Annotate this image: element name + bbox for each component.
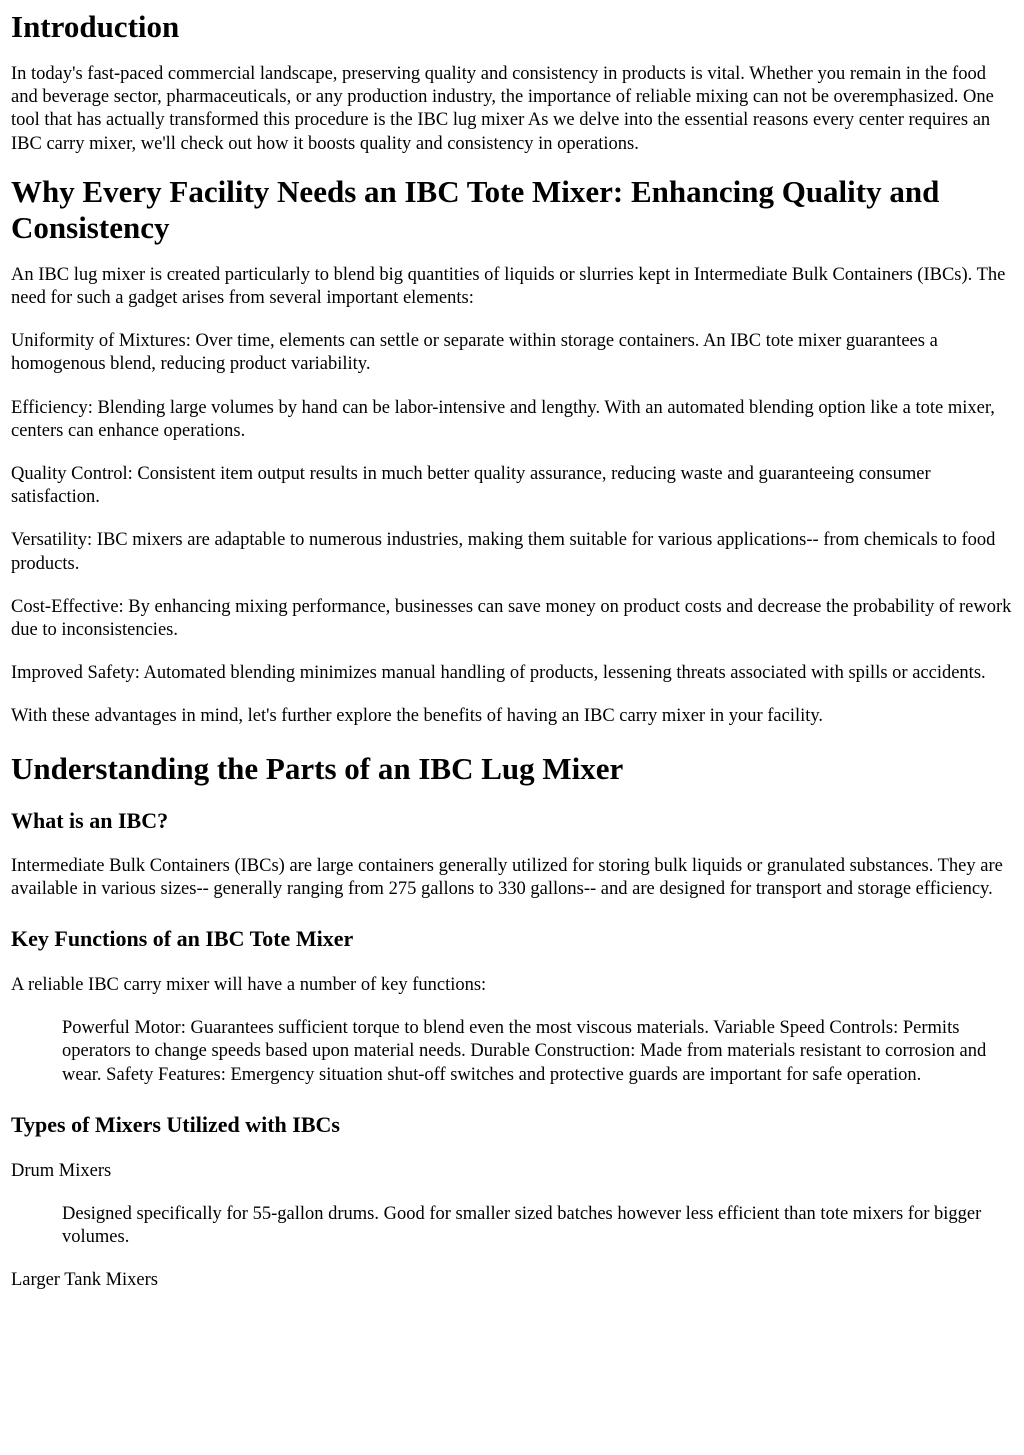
intro-paragraph: In today's fast-paced commercial landscape, preserving quality and consistency in products is vital. Whether you remain in the food and beverage sector, pharmaceuticals, or any production industry, the importance of reliable mixing can not be overemphasized. One tool that has actually transformed this procedure is the IBC lug mixer As we delve into the essential reasons every center requires an IBC carry mixer, we'll check out how it boosts quality and consistency in operations. xyxy=(11,64,994,154)
what-is-ibc-paragraph: Intermediate Bulk Containers (IBCs) are large containers generally utilized for storing bulk liquids or granulated substances. They are available in various sizes-- generally ranging from 275 gallons to 330 gallons-- and are designed for transport and storage efficiency. xyxy=(11,855,1003,899)
why-paragraph-cost: Cost-Effective: By enhancing mixing performance, businesses can save money on product costs and decrease the probability of rework due to inconsistencies. xyxy=(11,596,1012,641)
key-functions-heading: Key Functions of an IBC Tote Mixer xyxy=(11,926,354,952)
mixer-types-heading: Types of Mixers Utilized with IBCs xyxy=(11,1111,340,1137)
tank-mixers-label: Larger Tank Mixers xyxy=(11,1270,159,1291)
key-functions-quote: Powerful Motor: Guarantees sufficient torque to blend even the most viscous materials. Variable Speed Controls: Permits operators to change speeds based upon material needs. Durable Construction: Made from materials resistant to corrosion and wear. Safety Features: Emergency situation shut-off switches and protective guards are important for safe operation. xyxy=(62,1018,987,1085)
key-functions-paragraph: A reliable IBC carry mixer will have a number of key functions: xyxy=(11,975,487,996)
why-paragraph-efficiency: Efficiency: Blending large volumes by hand can be labor-intensive and lengthy. With an automated blending option like a tote mixer, centers can enhance operations. xyxy=(11,397,995,441)
why-paragraph-intro: An IBC lug mixer is created particularly to blend big quantities of liquids or slurries kept in Intermediate Bulk Containers (IBCs). The need for such a gadget arises from several important elements: xyxy=(11,264,1006,309)
why-paragraph-uniformity: Uniformity of Mixtures: Over time, elements can settle or separate within storage containers. An IBC tote mixer guarantees a homogenous blend, reducing product variability. xyxy=(11,331,938,375)
why-paragraph-closing: With these advantages in mind, let's further explore the benefits of having an IBC carry mixer in your facility. xyxy=(11,706,824,727)
what-is-ibc-heading: What is an IBC? xyxy=(11,807,169,833)
why-heading: Why Every Facility Needs an IBC Tote Mixer: Enhancing Quality and Consistency xyxy=(11,173,940,245)
drum-mixers-quote: Designed specifically for 55-gallon drums. Good for smaller sized batches however less efficient than tote mixers for bigger volumes. xyxy=(62,1204,982,1248)
intro-heading: Introduction xyxy=(11,9,180,44)
article xyxy=(0,9,1024,1293)
why-paragraph-quality: Quality Control: Consistent item output results in much better quality assurance, reducing waste and guaranteeing consumer satisfaction. xyxy=(11,464,931,508)
parts-heading: Understanding the Parts of an IBC Lug Mixer xyxy=(11,750,624,786)
drum-mixers-label: Drum Mixers xyxy=(11,1160,112,1181)
why-paragraph-versatility: Versatility: IBC mixers are adaptable to numerous industries, making them suitable for various applications-- from chemicals to food products. xyxy=(11,530,996,574)
why-paragraph-safety: Improved Safety: Automated blending minimizes manual handling of products, lessening threats associated with spills or accidents. xyxy=(11,663,986,684)
